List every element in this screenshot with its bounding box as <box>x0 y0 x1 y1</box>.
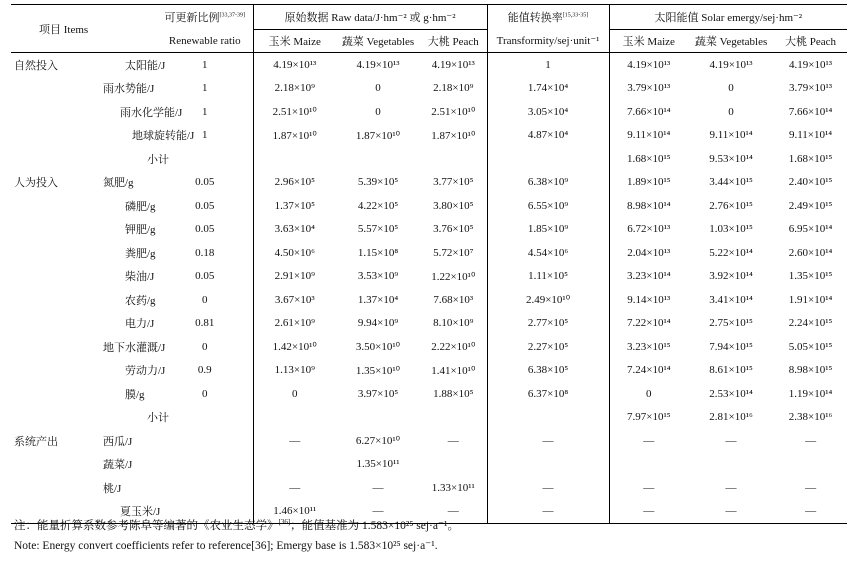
cell-em-m: 1.68×10¹⁵ <box>609 147 688 171</box>
cell-raw-p: 5.72×10⁷ <box>433 246 474 259</box>
row-category <box>11 147 79 171</box>
cell-raw-p: 7.68×10³ <box>433 293 474 306</box>
row-category <box>11 265 79 289</box>
row-item: 雨水势能/J <box>103 83 155 96</box>
table-row <box>11 335 847 359</box>
cell-tr: 4.87×10⁴ <box>487 124 609 148</box>
cell-em-v: 3.92×10¹⁴ <box>709 270 753 283</box>
cell-raw-v: 5.39×10⁵ <box>357 176 399 189</box>
row-category <box>11 335 79 359</box>
cell-ren: 0 <box>202 340 208 353</box>
cell-em-v: 5.22×10¹⁴ <box>709 246 753 259</box>
cell-raw-v: 1.37×10⁴ <box>357 293 399 306</box>
cell-raw-p <box>420 406 487 430</box>
cell-raw-p: 1.33×10¹¹ <box>431 481 475 494</box>
cell-raw-m: — <box>253 429 336 453</box>
cell-tr: 2.27×10⁵ <box>487 335 609 359</box>
cell-tr <box>487 453 609 477</box>
cell-raw-p: 4.19×10¹³ <box>431 58 475 71</box>
row-item: 劳动力/J <box>125 365 166 378</box>
cell-em-v: 1.03×10¹⁵ <box>709 223 753 236</box>
cell-raw-m <box>253 147 336 171</box>
table-row <box>11 194 847 218</box>
table-row <box>11 312 847 336</box>
cell-em-m: 7.22×10¹⁴ <box>609 312 688 336</box>
cell-em-m: 7.24×10¹⁴ <box>609 359 688 383</box>
row-category: 人为投入 <box>14 177 58 190</box>
cell-ren <box>157 406 253 430</box>
cell-em-m: 3.79×10¹³ <box>609 77 688 101</box>
header-renewable-en: Renewable ratio <box>157 30 253 53</box>
cell-em-v: 4.19×10¹³ <box>709 58 753 71</box>
cell-em-p: 2.40×10¹⁵ <box>788 176 833 189</box>
cell-tr: 1.11×10⁵ <box>487 265 609 289</box>
cell-em-p: 2.60×10¹⁴ <box>788 246 833 259</box>
cell-em-p: 1.91×10¹⁴ <box>788 293 833 306</box>
row-category <box>11 359 79 383</box>
cell-em-v: 8.61×10¹⁵ <box>709 364 753 377</box>
header-renewable-cn-text: 可更新比例 <box>164 12 220 25</box>
row-item: 雨水化学能/J <box>120 106 183 119</box>
cell-raw-p: 1.87×10¹⁰ <box>431 129 476 142</box>
table-row <box>11 265 847 289</box>
row-item: 夏玉米/J <box>79 500 157 524</box>
cell-raw-v <box>336 406 420 430</box>
cell-tr: — <box>487 476 609 500</box>
row-category <box>11 288 79 312</box>
cell-raw-m: 1.87×10¹⁰ <box>253 124 336 148</box>
row-category <box>11 100 79 124</box>
cell-raw-p: 2.22×10¹⁰ <box>431 341 476 354</box>
cell-raw-p: 3.77×10⁵ <box>433 176 474 189</box>
row-item: 钾肥/g <box>125 224 156 237</box>
row-item: 膜/g <box>125 388 145 401</box>
cell-em-v: 0 <box>728 82 734 95</box>
table-row <box>11 476 847 500</box>
row-item: 粪肥/g <box>125 247 156 260</box>
cell-raw-v: 3.53×10⁹ <box>357 270 399 283</box>
cell-raw-m: 1.13×10⁹ <box>253 359 336 383</box>
cell-raw-p <box>420 147 487 171</box>
row-category <box>11 218 79 242</box>
cell-em-m: 3.23×10¹⁴ <box>609 265 688 289</box>
note-cn-a: 注：能量折算系数参考陈阜等编著的《农业生态学》 <box>14 520 279 532</box>
row-category: 自然投入 <box>14 59 58 72</box>
header-trans-ref: [15,33-35] <box>562 12 589 19</box>
cell-em-m: 9.14×10¹³ <box>609 288 688 312</box>
cell-raw-p: — <box>420 500 487 524</box>
header-trans-cn <box>487 5 609 30</box>
cell-em-p: 8.98×10¹⁵ <box>788 364 833 377</box>
cell-em-m <box>609 453 688 477</box>
cell-ren: 0.18 <box>195 246 215 259</box>
cell-raw-v: 5.57×10⁵ <box>357 223 399 236</box>
cell-raw-v: 1.35×10¹⁰ <box>355 364 401 377</box>
cell-em-p: 1.68×10¹⁵ <box>788 152 833 165</box>
cell-em-v: 2.76×10¹⁵ <box>709 199 753 212</box>
cell-raw-v: 4.19×10¹³ <box>356 58 400 71</box>
cell-em-p: 7.66×10¹⁴ <box>788 105 833 118</box>
row-category <box>11 382 79 406</box>
cell-tr: 2.77×10⁵ <box>487 312 609 336</box>
table-row <box>11 406 847 430</box>
cell-raw-m: 2.61×10⁹ <box>253 312 336 336</box>
cell-em-p: 5.05×10¹⁵ <box>788 340 833 353</box>
cell-raw-p: 1.41×10¹⁰ <box>431 364 476 377</box>
cell-raw-m: 1.42×10¹⁰ <box>253 335 336 359</box>
cell-raw-v: 1.15×10⁸ <box>357 246 399 259</box>
cell-raw-m: 1.37×10⁵ <box>253 194 336 218</box>
cell-raw-m: 4.19×10¹³ <box>253 53 336 77</box>
cell-raw-v: 1.87×10¹⁰ <box>355 129 401 142</box>
row-category <box>11 406 79 430</box>
table-row <box>11 100 847 124</box>
cell-raw-m: 0 <box>253 382 336 406</box>
row-category <box>11 194 79 218</box>
cell-raw-p: 2.51×10¹⁰ <box>431 106 476 119</box>
cell-raw-p: 8.10×10⁹ <box>433 317 474 330</box>
header-em-vegetables: 蔬菜 Vegetables <box>688 30 774 53</box>
header-trans-en: Transformity/sej·unit⁻¹ <box>487 30 609 53</box>
cell-ren <box>157 476 253 500</box>
row-item: 小计 <box>147 153 169 166</box>
row-item: 西瓜/J <box>103 435 133 448</box>
header-trans-cn-text: 能值转换率 <box>507 12 563 25</box>
cell-em-p: 2.24×10¹⁵ <box>788 317 833 330</box>
cell-ren <box>157 147 253 171</box>
cell-em-m: — <box>609 476 688 500</box>
cell-raw-v: 0 <box>375 82 381 95</box>
cell-em-v: 0 <box>728 105 734 118</box>
table-row <box>11 359 847 383</box>
row-category <box>11 312 79 336</box>
row-category <box>11 476 79 500</box>
row-item: 太阳能/J <box>125 59 166 72</box>
cell-em-p: 1.19×10¹⁴ <box>788 387 833 400</box>
cell-raw-p: 1.88×10⁵ <box>433 387 474 400</box>
row-item: 地下水灌溉/J <box>103 341 166 354</box>
cell-tr: 6.38×10⁹ <box>487 171 609 195</box>
cell-tr <box>487 406 609 430</box>
cell-raw-p: 1.22×10¹⁰ <box>431 270 476 283</box>
cell-ren: 0 <box>202 293 208 306</box>
cell-em-v: 9.53×10¹⁴ <box>709 152 753 165</box>
row-category <box>11 241 79 265</box>
cell-raw-p: — <box>447 434 459 447</box>
row-item: 农药/g <box>125 294 156 307</box>
cell-em-p: 2.49×10¹⁵ <box>788 199 833 212</box>
cell-em-v: 3.41×10¹⁴ <box>709 293 753 306</box>
header-raw-vegetables: 蔬菜 Vegetables <box>336 30 420 53</box>
cell-em-v: 7.94×10¹⁵ <box>709 340 753 353</box>
cell-em-p: — <box>805 481 817 494</box>
cell-raw-v: 3.97×10⁵ <box>357 387 399 400</box>
header-em-peach: 大桃 Peach <box>774 30 847 53</box>
cell-ren: 0.81 <box>195 317 215 330</box>
cell-tr: 1.85×10⁹ <box>487 218 609 242</box>
cell-em-p: — <box>805 434 817 447</box>
cell-tr: 6.55×10⁹ <box>487 194 609 218</box>
cell-tr: 4.54×10⁶ <box>487 241 609 265</box>
cell-raw-m: 2.18×10⁹ <box>253 77 336 101</box>
table-row <box>11 429 847 453</box>
table-row <box>11 241 847 265</box>
cell-em-v: 2.81×10¹⁶ <box>709 411 753 424</box>
cell-em-p: 4.19×10¹³ <box>789 58 833 71</box>
header-renewable-ref: [33,37-39] <box>219 12 246 19</box>
cell-em-p <box>774 453 847 477</box>
cell-raw-m: — <box>253 476 336 500</box>
cell-raw-m: 2.51×10¹⁰ <box>253 100 336 124</box>
note-cn-ref: [36] <box>278 518 291 527</box>
row-category: 系统产出 <box>14 435 58 448</box>
cell-em-m: — <box>609 429 688 453</box>
cell-raw-v: — <box>372 481 384 494</box>
cell-em-v: — <box>688 500 774 524</box>
cell-ren: 1 <box>202 129 208 142</box>
cell-raw-m <box>253 453 336 477</box>
cell-em-m: — <box>609 500 688 524</box>
cell-raw-m: 1.46×10¹¹ <box>253 500 336 524</box>
cell-ren: 1 <box>202 82 208 95</box>
cell-raw-p: 3.76×10⁵ <box>433 223 474 236</box>
cell-tr: — <box>487 429 609 453</box>
cell-tr: 1.74×10⁴ <box>487 77 609 101</box>
row-category <box>11 77 79 101</box>
cell-em-p: 9.11×10¹⁴ <box>788 129 833 142</box>
header-emergy-group: 太阳能值 Solar emergy/sej·hm⁻² <box>609 5 847 30</box>
cell-raw-p: 3.80×10⁵ <box>433 199 474 212</box>
cell-tr: — <box>487 500 609 524</box>
cell-raw-v: 3.50×10¹⁰ <box>355 341 401 354</box>
cell-tr: 1 <box>487 53 609 77</box>
table-row <box>11 382 847 406</box>
row-item: 氮肥/g <box>103 177 134 190</box>
cell-ren: 0 <box>202 387 208 400</box>
cell-em-v: 2.75×10¹⁵ <box>709 317 753 330</box>
cell-ren: 0.9 <box>197 364 212 377</box>
cell-tr: 6.38×10⁵ <box>487 359 609 383</box>
cell-em-v: — <box>725 434 737 447</box>
row-item: 小计 <box>147 412 169 425</box>
cell-raw-m: 2.91×10⁹ <box>253 265 336 289</box>
cell-em-v: 9.11×10¹⁴ <box>709 129 753 142</box>
cell-tr: 2.49×10¹⁰ <box>487 288 609 312</box>
cell-raw-m: 2.96×10⁵ <box>253 171 336 195</box>
table-header <box>11 5 847 53</box>
cell-em-m: 0 <box>609 382 688 406</box>
cell-em-v: 3.44×10¹⁵ <box>709 176 753 189</box>
table-row <box>11 147 847 171</box>
header-raw-group: 原始数据 Raw data/J·hm⁻² 或 g·hm⁻² <box>253 5 487 30</box>
cell-raw-v: 9.94×10⁹ <box>357 317 399 330</box>
cell-em-m: 7.66×10¹⁴ <box>609 100 688 124</box>
cell-em-m: 8.98×10¹⁴ <box>609 194 688 218</box>
header-raw-maize: 玉米 Maize <box>253 30 336 53</box>
cell-raw-p <box>420 453 487 477</box>
cell-ren <box>157 453 253 477</box>
cell-em-v: — <box>725 481 737 494</box>
cell-raw-m: 3.63×10⁴ <box>253 218 336 242</box>
cell-raw-p: 2.18×10⁹ <box>433 82 474 95</box>
cell-raw-v: 0 <box>375 105 381 118</box>
cell-raw-m: 4.50×10⁶ <box>253 241 336 265</box>
cell-tr: 6.37×10⁸ <box>487 382 609 406</box>
row-category <box>11 453 79 477</box>
cell-ren <box>157 429 253 453</box>
cell-em-v <box>688 453 774 477</box>
header-item: 项目 Items <box>11 5 157 53</box>
cell-em-p: 6.95×10¹⁴ <box>788 223 833 236</box>
cell-ren: 0.05 <box>195 223 215 236</box>
header-em-maize: 玉米 Maize <box>609 30 688 53</box>
cell-em-m: 2.04×10¹³ <box>609 241 688 265</box>
table-row <box>11 53 847 77</box>
row-item: 磷肥/g <box>125 200 156 213</box>
cell-em-m: 4.19×10¹³ <box>609 53 688 77</box>
cell-em-p: 2.38×10¹⁶ <box>788 411 833 424</box>
table-row <box>11 171 847 195</box>
cell-tr <box>487 147 609 171</box>
cell-em-p: 3.79×10¹³ <box>789 82 833 95</box>
cell-tr: 3.05×10⁴ <box>487 100 609 124</box>
table-row <box>11 288 847 312</box>
cell-em-m: 1.89×10¹⁵ <box>609 171 688 195</box>
note-chinese <box>14 517 459 533</box>
table-row <box>11 453 847 477</box>
header-renewable-cn <box>157 5 253 30</box>
row-item: 电力/J <box>125 318 155 331</box>
cell-em-m: 6.72×10¹³ <box>609 218 688 242</box>
cell-raw-v: 4.22×10⁵ <box>357 199 399 212</box>
cell-em-m: 3.23×10¹⁵ <box>609 335 688 359</box>
cell-raw-v <box>336 147 420 171</box>
cell-ren: 1 <box>202 105 208 118</box>
header-raw-peach: 大桃 Peach <box>420 30 487 53</box>
cell-raw-m: 3.67×10³ <box>253 288 336 312</box>
row-category <box>11 124 79 148</box>
cell-raw-v: 6.27×10¹⁰ <box>355 435 401 448</box>
cell-ren: 1 <box>202 58 208 71</box>
cell-ren: 0.05 <box>195 199 215 212</box>
row-item: 柴油/J <box>125 271 155 284</box>
note-cn-b: ；能值基准为 1.583×10²⁵ sej·a⁻¹。 <box>290 520 459 532</box>
cell-em-m: 9.11×10¹⁴ <box>609 124 688 148</box>
table-row <box>11 124 847 148</box>
cell-em-p: — <box>774 500 847 524</box>
cell-em-v: 2.53×10¹⁴ <box>709 387 753 400</box>
cell-em-m: 7.97×10¹⁵ <box>609 406 688 430</box>
row-item: 地球旋转能/J <box>132 130 195 143</box>
table-row <box>11 77 847 101</box>
row-item: 蔬菜/J <box>103 459 133 472</box>
row-item: 桃/J <box>103 482 122 495</box>
cell-ren: 0.05 <box>195 176 215 189</box>
table-row <box>11 218 847 242</box>
cell-em-p: 1.35×10¹⁵ <box>788 270 833 283</box>
cell-raw-v: — <box>336 500 420 524</box>
cell-raw-v: 1.35×10¹¹ <box>356 458 400 471</box>
cell-raw-m <box>253 406 336 430</box>
cell-ren: 0.05 <box>195 270 215 283</box>
note-english: Note: Energy convert coefficients refer to reference[36]; Emergy base is 1.583×10²⁵ sej·a⁻¹. <box>14 540 438 552</box>
